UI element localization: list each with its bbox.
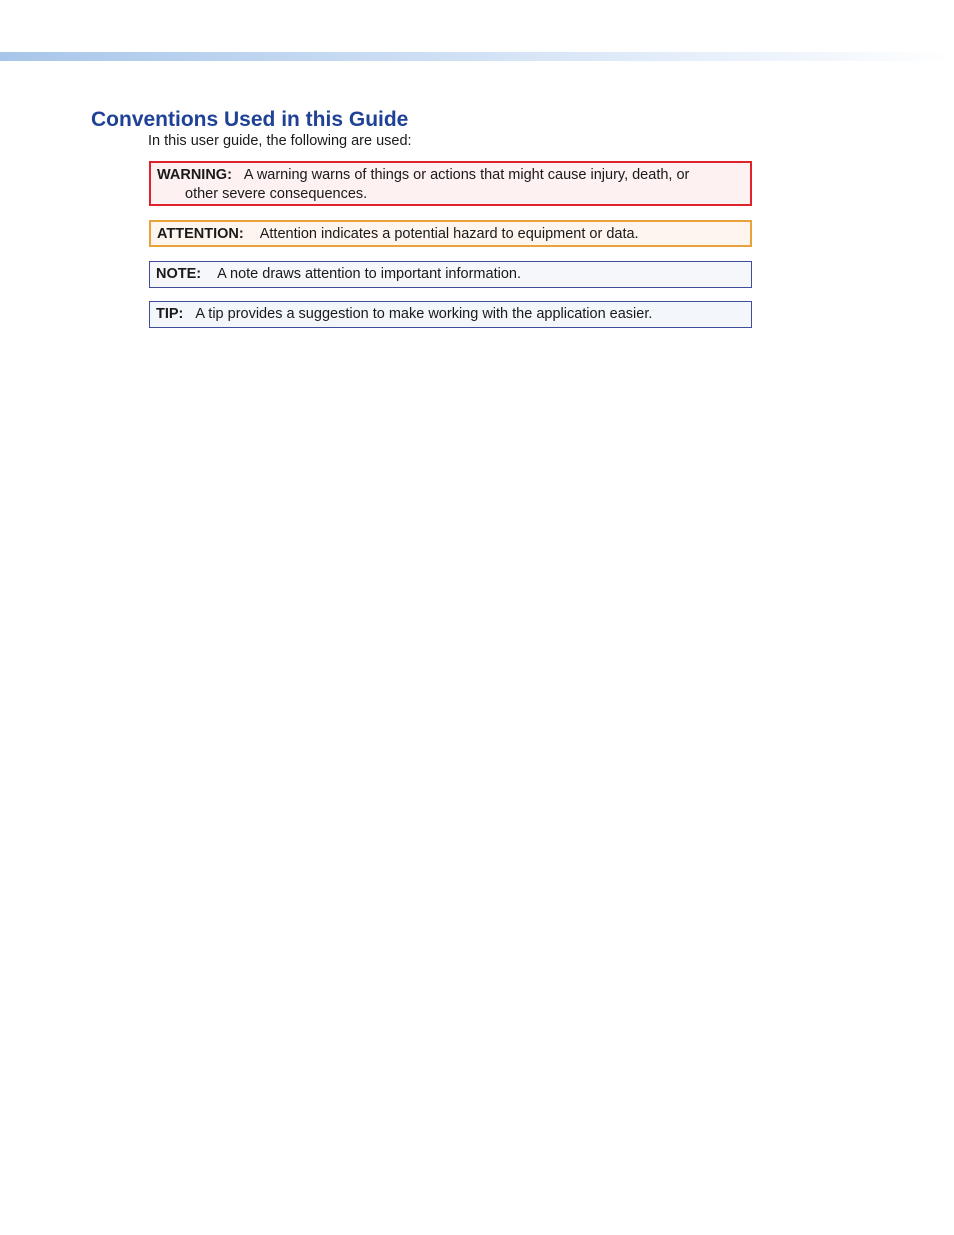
intro-text: In this user guide, the following are used: — [148, 133, 412, 149]
attention-label: ATTENTION: — [157, 226, 244, 242]
note-text: A note draws attention to important information. — [217, 266, 521, 282]
header-gradient-bar — [0, 52, 954, 61]
warning-text-line2: other severe consequences. — [185, 186, 368, 202]
note-label: NOTE: — [156, 266, 202, 282]
section-title: Conventions Used in this Guide — [91, 108, 409, 131]
attention-callout — [149, 220, 752, 247]
tip-text: A tip provides a suggestion to make working with the application easier. — [195, 306, 653, 322]
tip-callout — [149, 301, 752, 328]
warning-text-line1: A warning warns of things or actions that might cause injury, death, or — [243, 167, 690, 183]
tip-label: TIP: — [156, 306, 184, 322]
attention-text: Attention indicates a potential hazard to equipment or data. — [259, 226, 639, 242]
note-callout — [149, 261, 752, 288]
warning-label: WARNING: — [157, 167, 232, 183]
warning-callout — [149, 161, 752, 206]
